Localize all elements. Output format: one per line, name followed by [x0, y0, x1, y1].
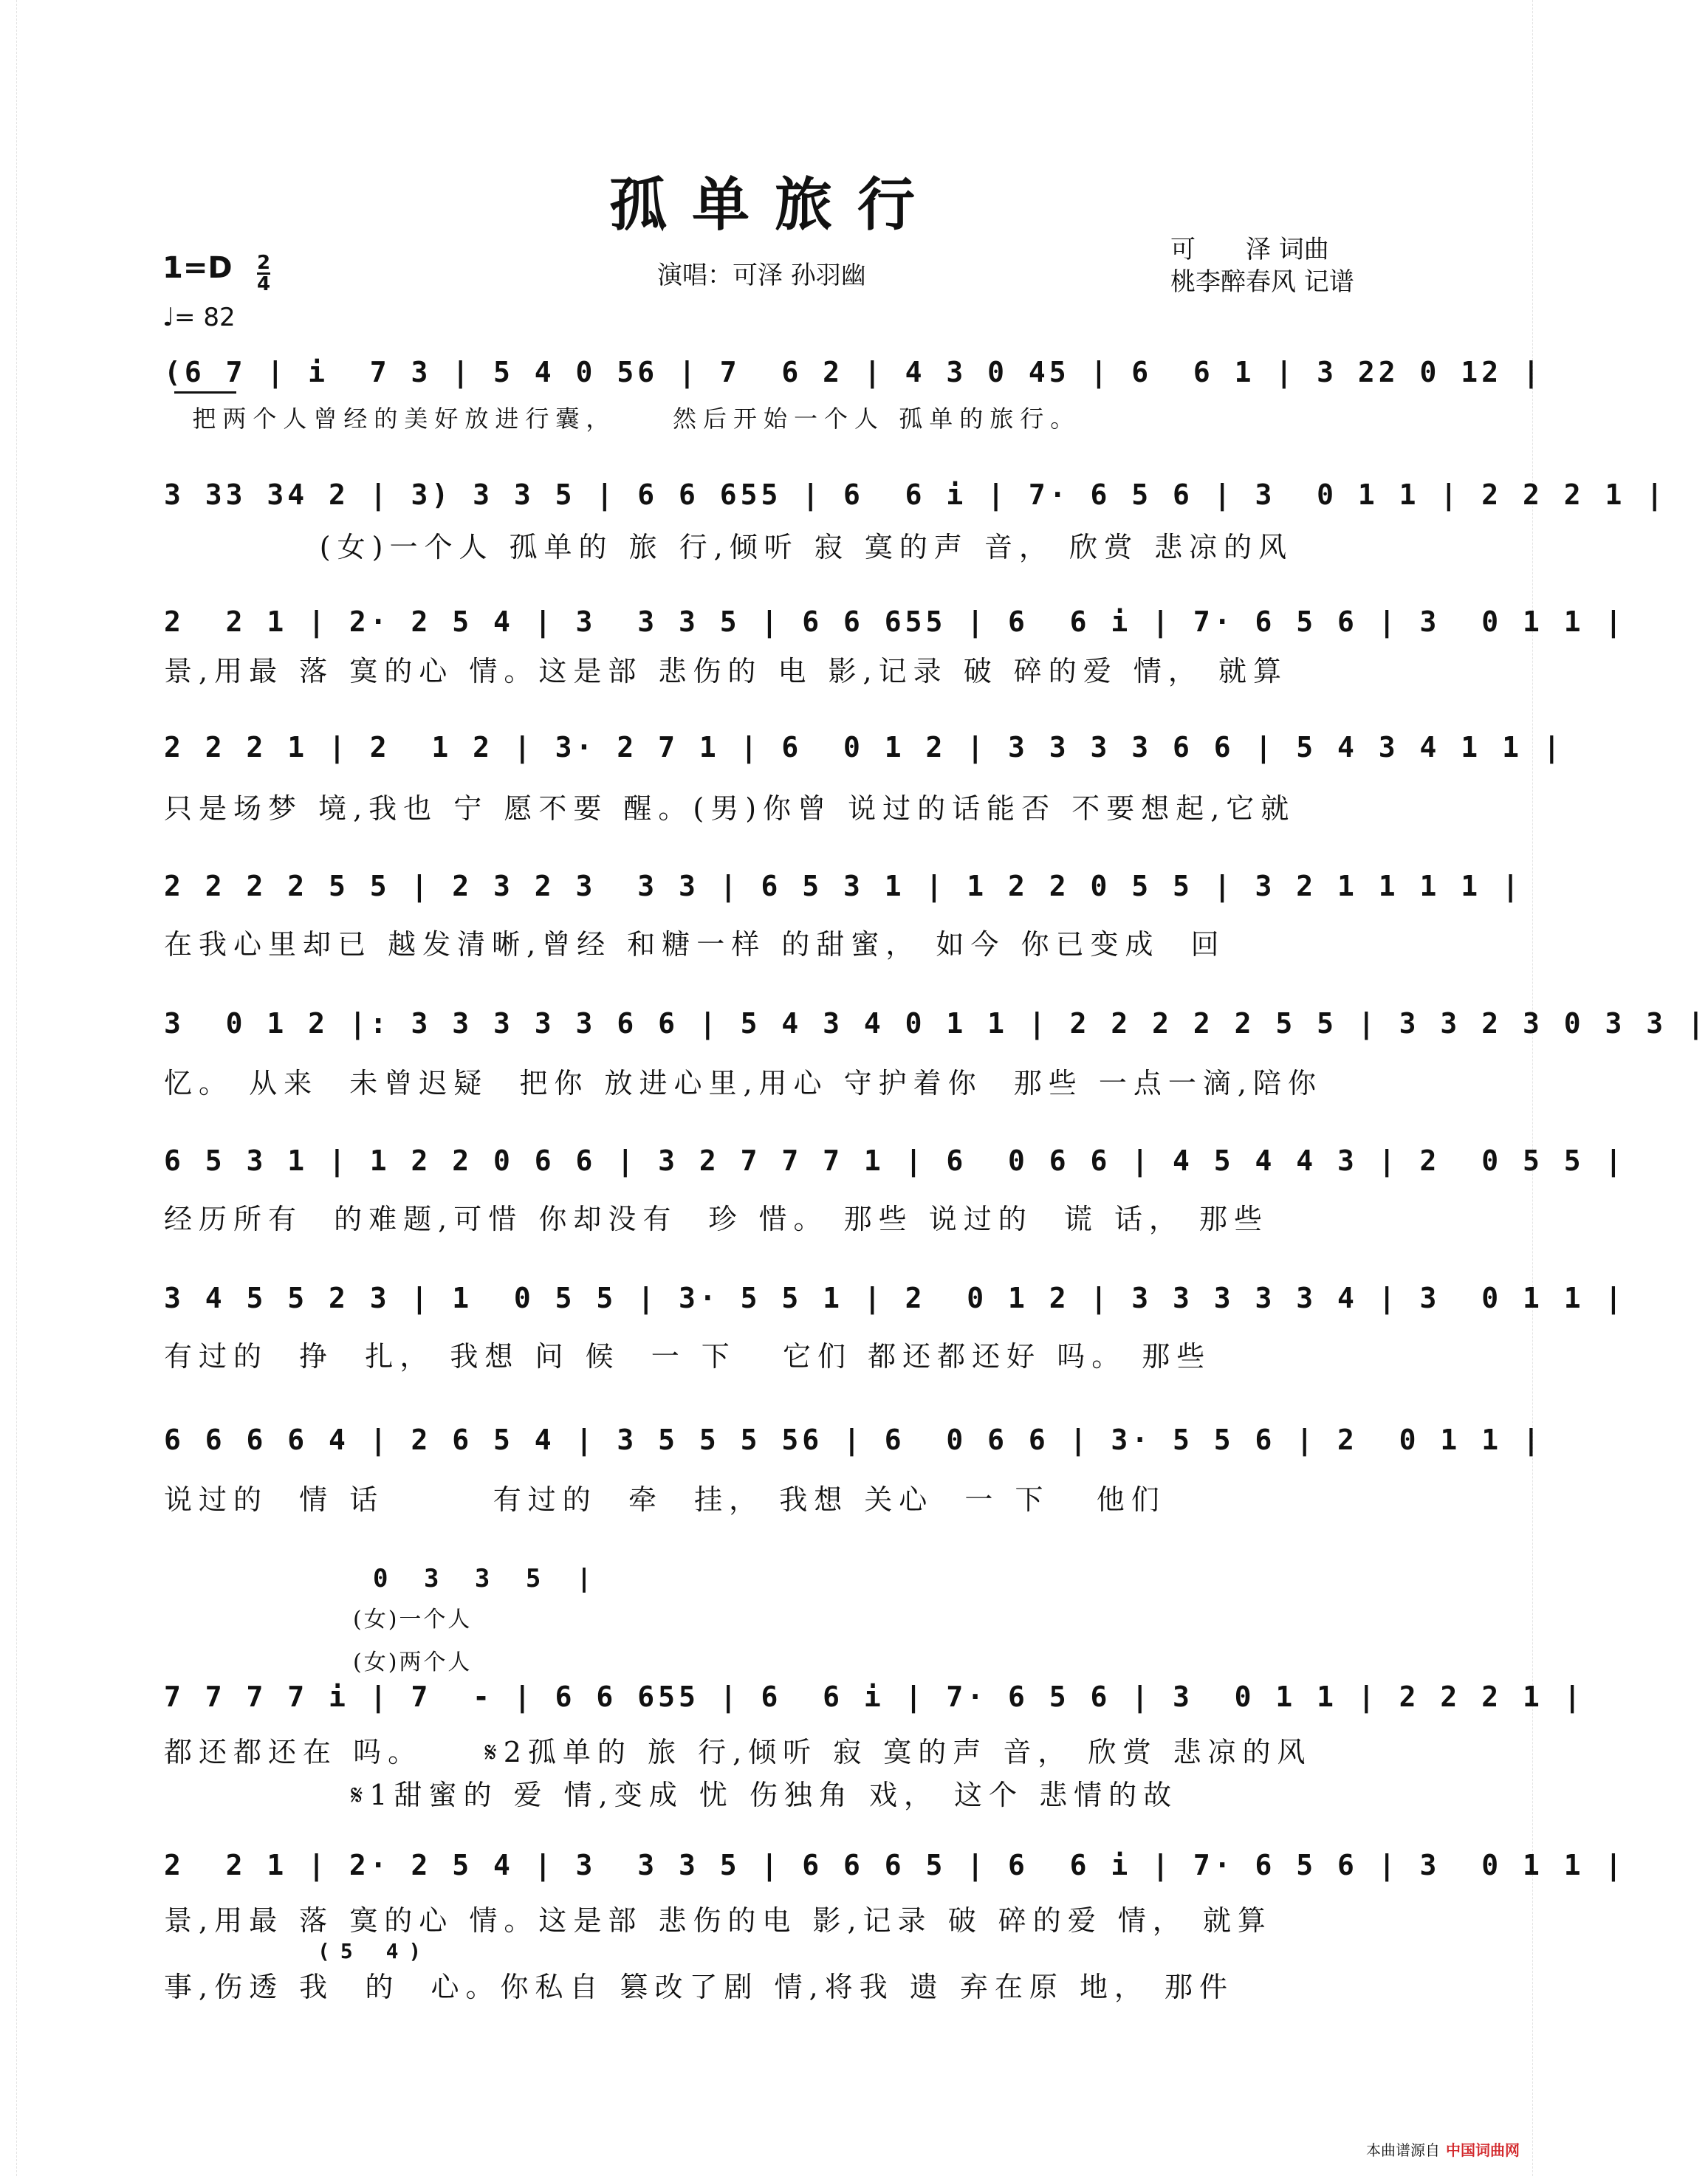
lyric-line: 景,用最 落 寞的心 情。这是部 悲伤的 电 影,记录 破 碎的爱 情， 就算 — [164, 655, 1288, 687]
notation-line: 7 7 7 7 i | 7 - | 6 6 655 | 6 6 i | 7· 6 5 6 | 3 0 1 1 | 2 2 2 1 | — [164, 1681, 1585, 1713]
notation-line: 2 2 2 1 | 2 1 2 | 3· 2 7 1 | 6 0 1 2 | 3 3 3 3 6 6 | 5 4 3 4 1 1 | — [164, 731, 1564, 763]
time-signature-top: 2 — [257, 252, 271, 274]
lyric-line: 都还都还在 吗。 𝄋2孤单的 旅 行,倾听 寂 寞的声 音， 欣赏 悲凉的风 — [164, 1736, 1312, 1768]
notation-line: (6 7 | i 7 3 | 5 4 0 56 | 7 6 2 | 4 3 0 45 | 6 6 1 | 3 22 0 12 | — [164, 356, 1543, 388]
notation-line: 3 0 1 2 |: 3 3 3 3 3 6 6 | 5 4 3 4 0 1 1 | 2 2 2 2 2 5 5 | 3 3 2 3 0 3 3 | — [164, 1007, 1708, 1040]
key-signature: 1=D — [162, 251, 233, 285]
notation-line: 3 33 34 2 | 3) 3 3 5 | 6 6 655 | 6 6 i | 7· 6 5 6 | 3 0 1 1 | 2 2 2 1 | — [164, 478, 1667, 511]
lyric-line: 景,用最 落 寞的心 情。这是部 悲伤的电 影,记录 破 碎的爱 情， 就算 — [164, 1904, 1272, 1937]
tempo-marking: ♩= 82 — [162, 303, 236, 332]
source-label: 本曲谱源自 — [1366, 2141, 1440, 2159]
alternate-notes: (5 4) — [318, 1939, 432, 1963]
left-margin-strip — [0, 0, 17, 2176]
lyric-line: 经历所有 的难题,可惜 你却没有 珍 惜。 那些 说过的 谎 话， 那些 — [164, 1203, 1269, 1235]
notation-line: 2 2 2 2 5 5 | 2 3 2 3 3 3 | 6 5 3 1 | 1 2 2 0 5 5 | 3 2 1 1 1 1 | — [164, 870, 1523, 902]
source-footer — [1366, 2138, 1520, 2160]
notation-line: 6 6 6 6 4 | 2 6 5 4 | 3 5 5 5 56 | 6 0 6 6 | 3· 5 5 6 | 2 0 1 1 | — [164, 1424, 1543, 1456]
lyric-line: 忆。 从来 未曾迟疑 把你 放进心里,用心 守护着你 那些 一点一滴,陪你 — [164, 1067, 1323, 1099]
notation-line: 2 2 1 | 2· 2 5 4 | 3 3 3 5 | 6 6 6 5 | 6 6 i | 7· 6 5 6 | 3 0 1 1 | — [164, 1849, 1626, 1881]
notation-line: 6 5 3 1 | 1 2 2 0 6 6 | 3 2 7 7 7 1 | 6 0 6 6 | 4 5 4 4 3 | 2 0 5 5 | — [164, 1144, 1626, 1177]
notation-line: 3 4 5 5 2 3 | 1 0 5 5 | 3· 5 5 1 | 2 0 1 2 | 3 3 3 3 3 4 | 3 0 1 1 | — [164, 1282, 1626, 1314]
time-signature-bottom: 4 — [257, 273, 271, 295]
transcriber-credit: 桃李醉春风 记谱 — [1170, 267, 1354, 297]
lyric-line: 𝄋1甜蜜的 爱 情,变成 忧 伤独角 戏， 这个 悲情的故 — [164, 1779, 1179, 1811]
source-site[interactable]: 中国词曲网 — [1446, 2141, 1520, 2159]
lyric-line: 事,伤透 我 的 心。你私自 篡改了剧 情,将我 遗 弃在原 地， 那件 — [164, 1971, 1235, 2003]
lyric-line: 说过的 情 话 有过的 牵 挂， 我想 关心 一 下 他们 — [164, 1483, 1166, 1516]
time-signature — [257, 253, 270, 294]
lyric-line: 把两个人曾经的美好放进行囊， 然后开始一个人 孤单的旅行。 — [164, 405, 1081, 433]
lyric-line: (女)一个人 孤单的 旅 行,倾听 寂 寞的声 音， 欣赏 悲凉的风 — [164, 531, 1294, 563]
underline — [174, 391, 236, 394]
singer-credit: 演唱：可泽 孙羽幽 — [657, 261, 866, 290]
pickup-notes: 0 3 3 5 | — [373, 1564, 603, 1593]
lyric-line: 有过的 挣 扎， 我想 问 候 一 下 它们 都还都还好 吗。 那些 — [164, 1340, 1212, 1373]
pickup-lyric: (女)一个人 — [353, 1607, 473, 1633]
notation-line: 2 2 1 | 2· 2 5 4 | 3 3 3 5 | 6 6 655 | 6 6 i | 7· 6 5 6 | 3 0 1 1 | — [164, 605, 1626, 638]
lyric-line: 在我心里却已 越发清晰,曾经 和糖一样 的甜蜜， 如今 你已变成 回 — [164, 928, 1226, 961]
song-title: 孤单旅行 — [608, 171, 940, 238]
pickup-lyric: (女)两个人 — [353, 1650, 473, 1675]
composer-credit: 可 泽 词曲 — [1170, 235, 1329, 264]
lyric-line: 只是场梦 境,我也 宁 愿不要 醒。(男)你曾 说过的话能否 不要想起,它就 — [164, 792, 1296, 825]
